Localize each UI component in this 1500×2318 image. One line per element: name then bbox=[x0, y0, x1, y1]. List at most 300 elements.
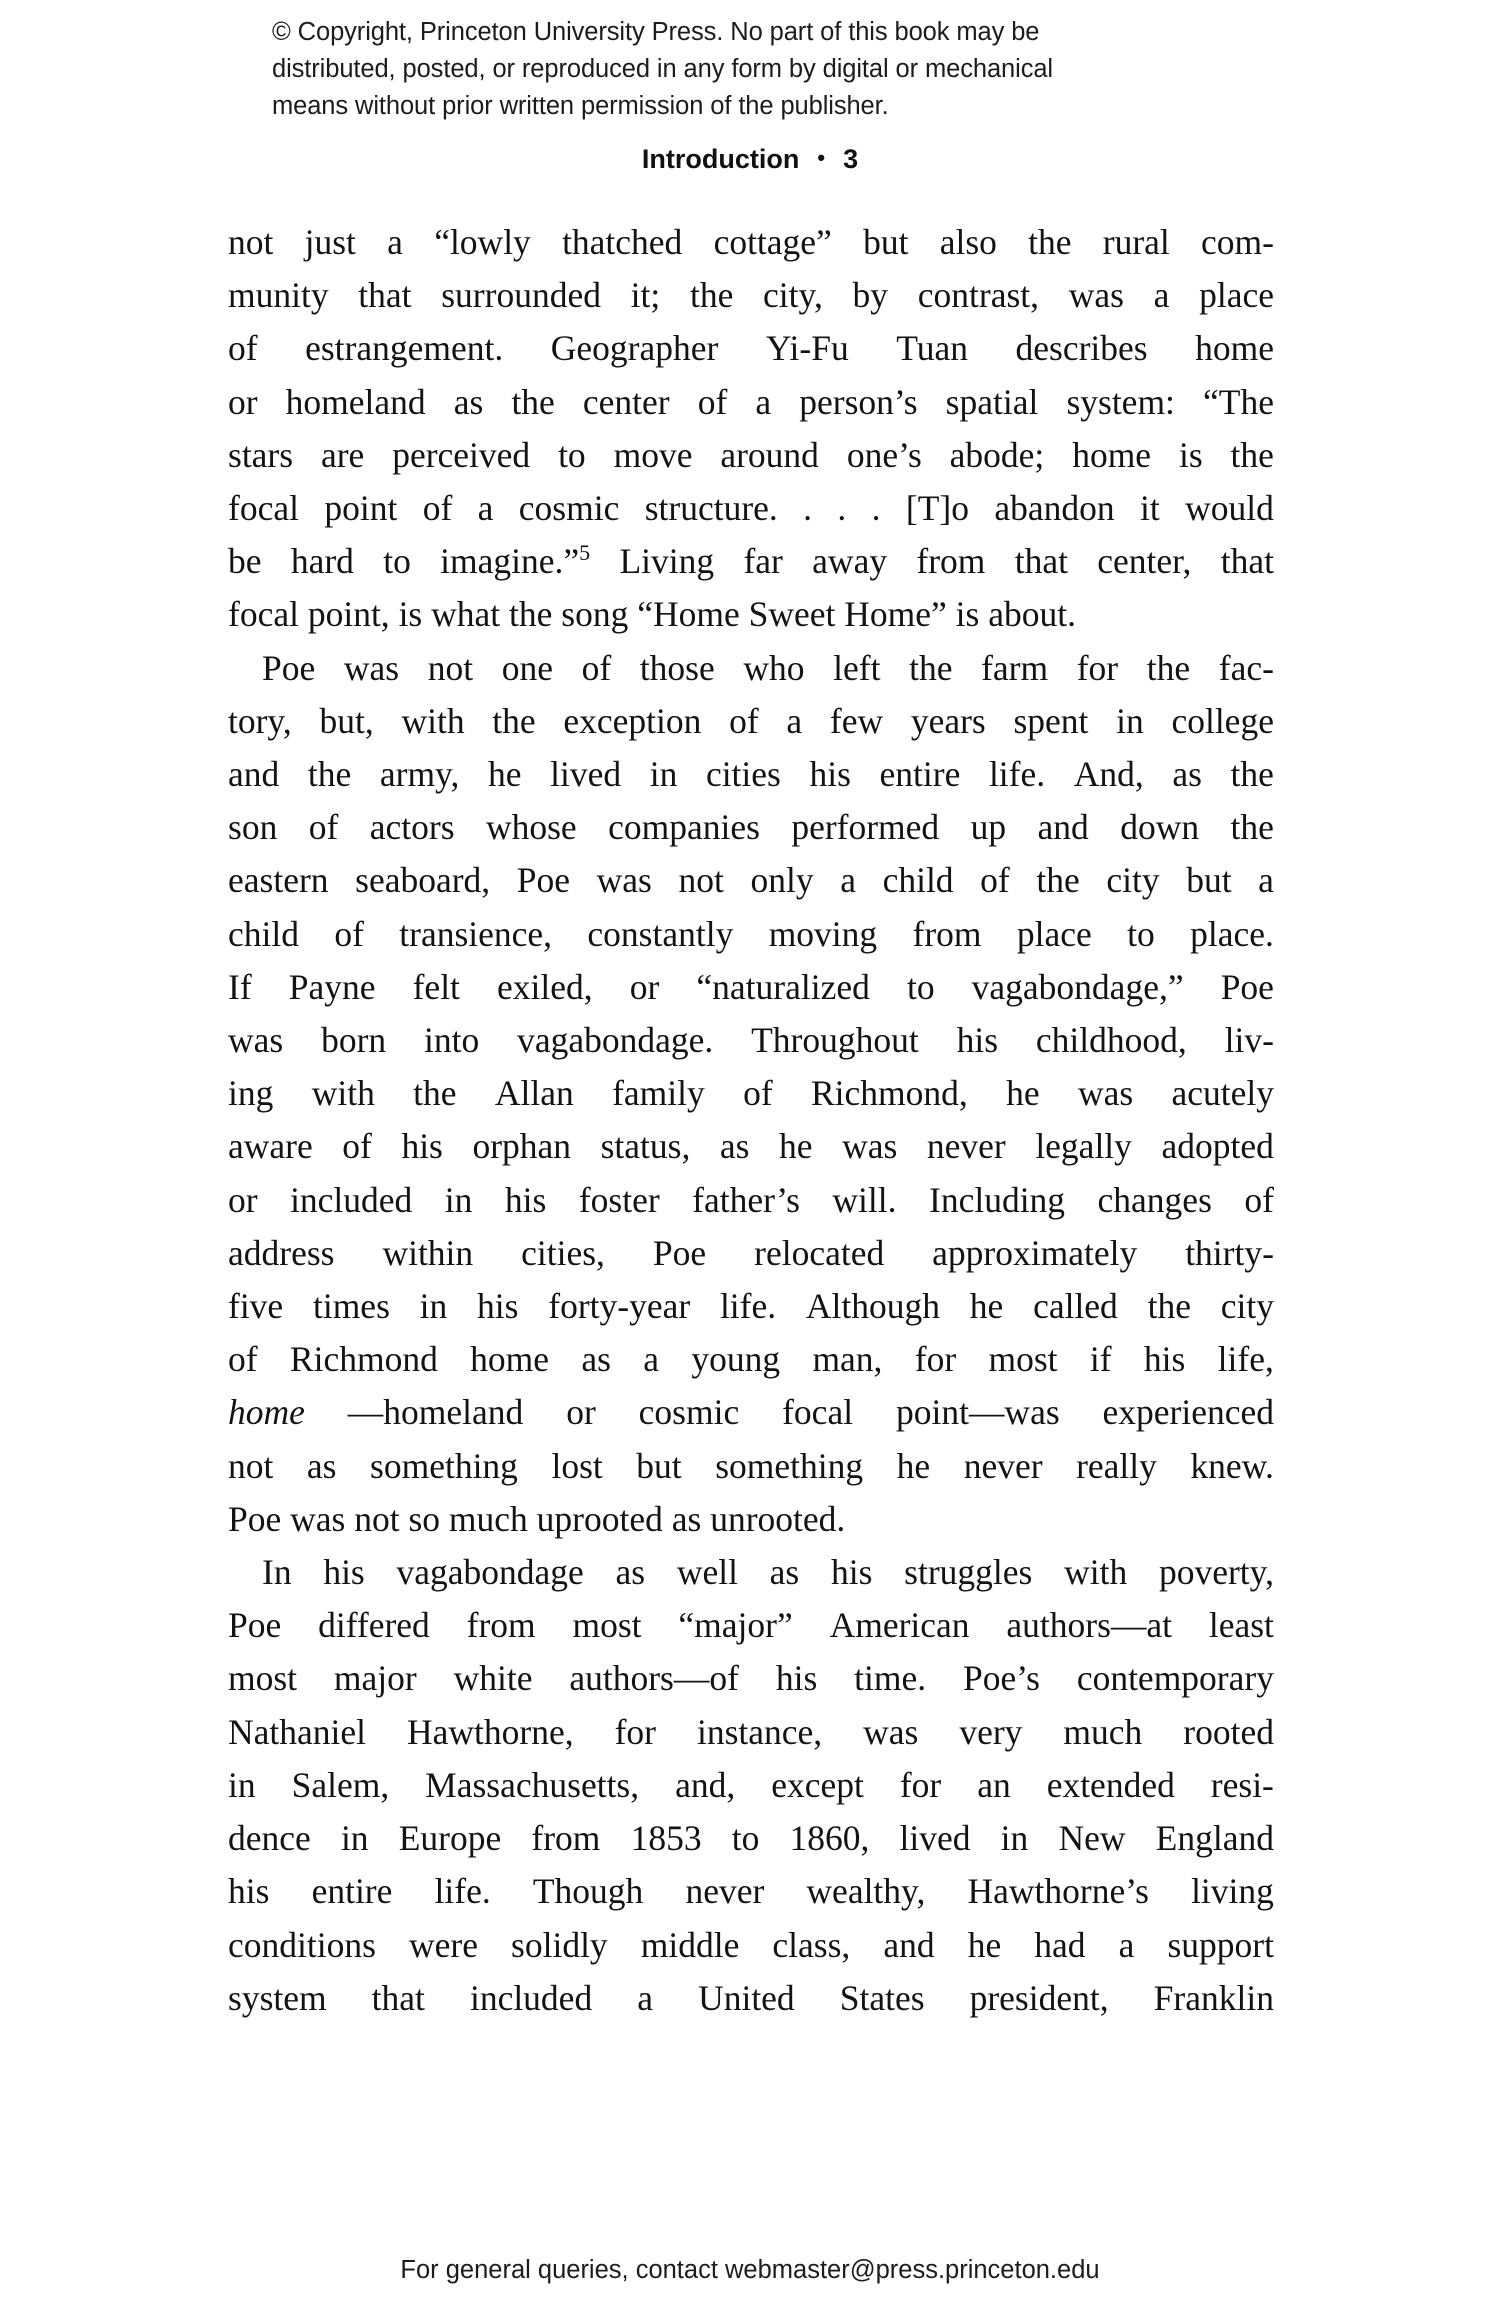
word: fac- bbox=[1218, 647, 1274, 688]
word: Poe bbox=[228, 1605, 282, 1646]
word: just bbox=[304, 222, 356, 262]
word: a bbox=[643, 1339, 660, 1380]
word: vagabondage,” bbox=[971, 966, 1184, 1007]
word: not bbox=[427, 647, 474, 688]
text-line bbox=[228, 322, 1274, 375]
word: “major” bbox=[678, 1605, 793, 1646]
word: in bbox=[340, 1818, 369, 1859]
text-line bbox=[228, 1865, 1274, 1918]
word: with bbox=[1064, 1552, 1128, 1593]
word: person’s bbox=[799, 381, 918, 422]
word: in bbox=[1116, 700, 1144, 741]
word: into bbox=[424, 1020, 480, 1061]
word: by bbox=[852, 275, 889, 316]
word: New bbox=[1058, 1818, 1126, 1859]
word: from bbox=[916, 541, 986, 582]
running-head-separator-bullet: • bbox=[817, 145, 826, 170]
word: Hawthorne’s bbox=[967, 1871, 1149, 1912]
word: “Home bbox=[637, 594, 740, 635]
word: imagine.”$^5$ bbox=[440, 540, 591, 582]
word: song bbox=[561, 594, 629, 635]
text-line bbox=[228, 1812, 1274, 1865]
word: an bbox=[977, 1764, 1011, 1805]
text-line bbox=[228, 1919, 1274, 1972]
word: . bbox=[871, 488, 881, 529]
word: was bbox=[596, 860, 652, 901]
paragraph bbox=[228, 1546, 1274, 2025]
word: of bbox=[334, 913, 364, 954]
word: cities, bbox=[521, 1232, 605, 1273]
word: the bbox=[1230, 754, 1274, 795]
word: If bbox=[228, 966, 252, 1007]
word: Tuan bbox=[896, 328, 968, 369]
text-line bbox=[228, 1546, 1274, 1599]
text-line bbox=[228, 1706, 1274, 1759]
copyright-line: distributed, posted, or reproduced in any form by digital or mechanical bbox=[272, 55, 1053, 83]
word: Though bbox=[532, 1871, 644, 1912]
word: or bbox=[566, 1392, 596, 1433]
word: Poe’s bbox=[963, 1658, 1040, 1699]
word: city bbox=[1220, 1286, 1274, 1327]
word: lived bbox=[899, 1818, 971, 1859]
text-line bbox=[228, 376, 1274, 429]
word: poverty, bbox=[1158, 1552, 1274, 1593]
word: major bbox=[333, 1658, 417, 1699]
copyright-line: © Copyright, Princeton University Press. No part of this book may be bbox=[272, 18, 1040, 46]
text-line bbox=[228, 1386, 1274, 1439]
word: center, bbox=[1097, 541, 1192, 582]
word: who bbox=[743, 647, 805, 688]
word: were bbox=[408, 1924, 478, 1965]
word: only bbox=[750, 860, 814, 901]
word: of bbox=[342, 1126, 372, 1167]
word: felt bbox=[412, 966, 460, 1007]
word: a bbox=[1118, 1924, 1135, 1965]
text-line bbox=[228, 1227, 1274, 1280]
word: his bbox=[477, 1286, 519, 1327]
word: as bbox=[1172, 754, 1202, 795]
text-line bbox=[228, 961, 1274, 1014]
word: in bbox=[419, 1286, 448, 1327]
word: but bbox=[1186, 860, 1232, 901]
word: he bbox=[967, 1924, 1002, 1965]
text-line bbox=[228, 1014, 1274, 1067]
word: child bbox=[228, 913, 299, 954]
word: Poe bbox=[1220, 966, 1274, 1007]
word: a bbox=[1258, 860, 1274, 901]
word: the bbox=[307, 754, 352, 795]
word: years bbox=[910, 700, 986, 741]
word: most bbox=[988, 1339, 1058, 1380]
word: spent bbox=[1013, 700, 1089, 741]
word: really bbox=[1076, 1445, 1157, 1486]
word: life. bbox=[988, 754, 1046, 795]
word: vagabondage. bbox=[517, 1020, 714, 1061]
word: to bbox=[558, 434, 586, 475]
word: a bbox=[1153, 275, 1170, 316]
word: system: bbox=[1066, 381, 1175, 422]
word: of bbox=[729, 700, 759, 741]
word: times bbox=[312, 1286, 390, 1327]
word: he bbox=[779, 1126, 813, 1167]
text-line bbox=[228, 1280, 1274, 1333]
word: abandon bbox=[994, 488, 1115, 529]
word: he bbox=[969, 1286, 1004, 1327]
word: legally bbox=[1035, 1126, 1132, 1167]
word: a bbox=[637, 1977, 654, 2018]
text-line bbox=[228, 854, 1274, 907]
word: that bbox=[371, 1977, 425, 2018]
word: class, bbox=[772, 1924, 851, 1965]
word: not bbox=[228, 1445, 274, 1486]
word: focal bbox=[228, 488, 299, 529]
word: his bbox=[323, 1552, 365, 1593]
word: companies bbox=[608, 807, 760, 848]
word: move bbox=[613, 434, 693, 475]
word: not bbox=[354, 1498, 400, 1539]
word: his bbox=[1143, 1339, 1186, 1380]
word: within bbox=[382, 1232, 474, 1273]
word: American bbox=[829, 1605, 970, 1646]
word: one bbox=[501, 647, 553, 688]
word: much bbox=[1063, 1711, 1143, 1752]
word: would bbox=[1185, 488, 1274, 529]
word: as bbox=[306, 1445, 337, 1486]
word: his bbox=[809, 754, 851, 795]
word: farm bbox=[981, 647, 1049, 688]
word: actors bbox=[369, 807, 455, 848]
word: exception bbox=[563, 700, 702, 741]
word: And, bbox=[1073, 754, 1144, 795]
word: much bbox=[448, 1498, 528, 1539]
word: Yi-Fu bbox=[765, 328, 849, 369]
word: home bbox=[1072, 434, 1152, 475]
word: acutely bbox=[1171, 1073, 1274, 1114]
word: lost bbox=[551, 1445, 603, 1486]
text-line bbox=[228, 588, 1274, 641]
word: Richmond bbox=[289, 1339, 438, 1380]
word: cosmic bbox=[638, 1392, 740, 1433]
word: lived bbox=[550, 754, 622, 795]
word: . bbox=[803, 488, 813, 529]
word: liv- bbox=[1224, 1020, 1274, 1061]
word: Hawthorne, bbox=[406, 1711, 574, 1752]
word: will. bbox=[832, 1179, 897, 1220]
word: Salem, bbox=[291, 1764, 390, 1805]
word: he bbox=[487, 754, 522, 795]
word: most bbox=[572, 1605, 642, 1646]
word: as bbox=[769, 1552, 800, 1593]
word: tory, bbox=[228, 700, 292, 741]
word: the bbox=[1036, 860, 1080, 901]
word: Massachusetts, bbox=[425, 1764, 640, 1805]
word: solidly bbox=[511, 1924, 608, 1965]
word: in bbox=[1000, 1818, 1029, 1859]
word: Franklin bbox=[1153, 1977, 1274, 2018]
word: as bbox=[581, 1339, 611, 1380]
word: Richmond, bbox=[810, 1073, 968, 1114]
paragraph bbox=[228, 216, 1274, 642]
word: his bbox=[504, 1179, 547, 1220]
word: president, bbox=[969, 1977, 1109, 2018]
word: States bbox=[839, 1977, 925, 2018]
body-text-block bbox=[228, 216, 1274, 2025]
word: “lowly bbox=[434, 222, 531, 262]
text-line bbox=[228, 801, 1274, 854]
word: the bbox=[413, 1073, 457, 1114]
word: as bbox=[719, 1126, 750, 1167]
word: time. bbox=[854, 1658, 927, 1699]
word: point, bbox=[307, 594, 390, 635]
word: focal bbox=[228, 594, 299, 635]
word: his bbox=[401, 1126, 443, 1167]
word: for bbox=[914, 1339, 957, 1380]
word: place. bbox=[1190, 913, 1274, 954]
word: something bbox=[370, 1445, 518, 1486]
word: Throughout bbox=[751, 1020, 919, 1061]
word: place bbox=[1199, 275, 1274, 316]
word: thirty- bbox=[1185, 1232, 1274, 1273]
word: was bbox=[863, 1711, 919, 1752]
word: with bbox=[401, 700, 465, 741]
word: whose bbox=[485, 807, 577, 848]
word: “naturalized bbox=[696, 966, 870, 1007]
word: never bbox=[963, 1445, 1043, 1486]
word: Home” bbox=[844, 594, 947, 635]
word: stars bbox=[228, 434, 294, 475]
text-line bbox=[228, 1972, 1274, 2025]
text-line bbox=[228, 535, 1274, 588]
word: the bbox=[1028, 222, 1072, 262]
word: “The bbox=[1203, 381, 1274, 422]
word: but bbox=[636, 1445, 682, 1486]
word: childhood, bbox=[1035, 1020, 1187, 1061]
word: five bbox=[228, 1286, 284, 1327]
word: to bbox=[906, 966, 935, 1007]
word: was bbox=[290, 1498, 346, 1539]
word: Geographer bbox=[550, 328, 719, 369]
word: forty-year bbox=[548, 1286, 691, 1327]
word: Europe bbox=[398, 1818, 502, 1859]
word: life, bbox=[1217, 1339, 1274, 1380]
word: moving bbox=[768, 913, 878, 954]
word: city, bbox=[763, 275, 823, 316]
word: of bbox=[697, 381, 728, 422]
word: but bbox=[863, 222, 909, 262]
word: was bbox=[228, 1020, 284, 1061]
word: changes bbox=[1097, 1179, 1212, 1220]
copyright-notice bbox=[272, 14, 1192, 125]
word: of bbox=[422, 488, 453, 529]
text-line bbox=[228, 1333, 1274, 1386]
word: perceived bbox=[392, 434, 531, 475]
word: child bbox=[882, 860, 954, 901]
word: it bbox=[1140, 488, 1160, 529]
word: relocated bbox=[754, 1232, 885, 1273]
word: is bbox=[398, 594, 423, 635]
word: performed bbox=[791, 807, 940, 848]
text-line bbox=[228, 1067, 1274, 1120]
word: down bbox=[1120, 807, 1200, 848]
word: included bbox=[290, 1179, 413, 1220]
word: army, bbox=[379, 754, 460, 795]
word: the bbox=[689, 275, 734, 316]
word: or bbox=[629, 966, 660, 1007]
word: unrooted. bbox=[710, 1498, 846, 1539]
word: the bbox=[492, 700, 536, 741]
word: —homeland bbox=[347, 1392, 524, 1433]
word: that bbox=[1220, 541, 1274, 582]
word: left bbox=[833, 647, 881, 688]
word: very bbox=[959, 1711, 1023, 1752]
text-line bbox=[228, 429, 1274, 482]
word: most bbox=[228, 1658, 298, 1699]
word: support bbox=[1167, 1924, 1274, 1965]
word: struggles bbox=[904, 1552, 1033, 1593]
word: his bbox=[228, 1871, 270, 1912]
text-line bbox=[228, 1440, 1274, 1493]
word: of bbox=[1244, 1179, 1274, 1220]
page-number: 3 bbox=[843, 144, 859, 174]
word: entire bbox=[311, 1871, 393, 1912]
word: about. bbox=[988, 594, 1076, 635]
word bbox=[228, 1386, 305, 1439]
word: adopted bbox=[1161, 1126, 1274, 1167]
word: is bbox=[955, 594, 980, 635]
word: those bbox=[639, 647, 715, 688]
word: away bbox=[812, 541, 888, 582]
word: aware bbox=[228, 1126, 313, 1167]
text-line bbox=[228, 216, 1274, 269]
text-line bbox=[228, 1174, 1274, 1227]
word: a bbox=[840, 860, 856, 901]
word: as bbox=[453, 381, 484, 422]
word: from bbox=[531, 1818, 601, 1859]
word: life. bbox=[719, 1286, 777, 1327]
word: cities bbox=[705, 754, 781, 795]
text-line bbox=[228, 1493, 1274, 1546]
word: his bbox=[830, 1552, 873, 1593]
word: as bbox=[671, 1498, 702, 1539]
word: it; bbox=[630, 275, 661, 316]
word: cottage” bbox=[713, 222, 832, 262]
word: in bbox=[649, 754, 678, 795]
word: system bbox=[228, 1977, 327, 2018]
running-head bbox=[0, 144, 1500, 175]
word: place bbox=[1016, 913, 1092, 954]
word: England bbox=[1155, 1818, 1274, 1859]
word: com- bbox=[1201, 222, 1274, 262]
word: father’s bbox=[692, 1179, 800, 1220]
word: . bbox=[837, 488, 847, 529]
word: young bbox=[691, 1339, 781, 1380]
word: authors—of bbox=[569, 1658, 739, 1699]
word: a bbox=[786, 700, 803, 741]
word: to bbox=[383, 541, 411, 582]
word: the bbox=[1146, 647, 1191, 688]
word: home bbox=[1195, 328, 1274, 369]
word: Poe bbox=[262, 647, 316, 688]
word: also bbox=[939, 222, 997, 262]
word: the bbox=[1230, 434, 1274, 475]
italic-word: home bbox=[228, 1392, 305, 1433]
word: he bbox=[1006, 1073, 1040, 1114]
word: describes bbox=[1015, 328, 1148, 369]
word: be bbox=[228, 541, 262, 582]
word: Poe bbox=[228, 1498, 282, 1539]
word: exiled, bbox=[497, 966, 593, 1007]
word: extended bbox=[1046, 1764, 1175, 1805]
word: well bbox=[676, 1552, 738, 1593]
word: surrounded bbox=[441, 275, 601, 316]
word: Poe bbox=[652, 1232, 707, 1273]
word: status, bbox=[600, 1126, 691, 1167]
word: Allan bbox=[494, 1073, 574, 1114]
word: abode; bbox=[949, 434, 1045, 475]
word: of bbox=[581, 647, 612, 688]
word: up bbox=[970, 807, 1007, 848]
footer-queries-notice: For general queries, contact webmaster@press.princeton.edu bbox=[400, 2256, 1100, 2284]
word: man, bbox=[812, 1339, 883, 1380]
word: the bbox=[909, 647, 953, 688]
word: college bbox=[1171, 700, 1274, 741]
text-line bbox=[228, 1652, 1274, 1705]
word: conditions bbox=[228, 1924, 376, 1965]
word: or bbox=[228, 1179, 258, 1220]
word: authors—at bbox=[1006, 1605, 1173, 1646]
word: in bbox=[444, 1179, 473, 1220]
word: wealthy, bbox=[806, 1871, 926, 1912]
word: rural bbox=[1102, 222, 1170, 262]
word: so bbox=[408, 1498, 441, 1539]
word: for bbox=[1076, 647, 1119, 688]
word: was bbox=[1068, 275, 1124, 316]
word: his bbox=[956, 1020, 999, 1061]
text-line bbox=[228, 748, 1274, 801]
word: but, bbox=[319, 700, 374, 741]
word: middle bbox=[640, 1924, 740, 1965]
word: few bbox=[829, 700, 884, 741]
word: what bbox=[431, 594, 501, 635]
text-line bbox=[228, 269, 1274, 322]
word: except bbox=[771, 1764, 864, 1805]
word: to bbox=[731, 1818, 760, 1859]
word: experienced bbox=[1102, 1392, 1274, 1433]
word: far bbox=[743, 541, 783, 582]
word: of bbox=[228, 328, 258, 369]
text-line bbox=[228, 1120, 1274, 1173]
word: structure. bbox=[644, 488, 778, 529]
word: vagabondage bbox=[396, 1552, 584, 1593]
copyright-line: means without prior written permission of the publisher. bbox=[272, 92, 889, 120]
word: Including bbox=[929, 1179, 1066, 1220]
word: to bbox=[1127, 913, 1155, 954]
text-line bbox=[228, 642, 1274, 695]
word: Poe bbox=[516, 860, 571, 901]
word: called bbox=[1033, 1286, 1118, 1327]
word: one’s bbox=[846, 434, 922, 475]
word: never bbox=[926, 1126, 1006, 1167]
word: something bbox=[715, 1445, 864, 1486]
word: as bbox=[615, 1552, 646, 1593]
word: are bbox=[320, 434, 365, 475]
word: never bbox=[685, 1871, 765, 1912]
word: of bbox=[308, 807, 339, 848]
word: estrangement. bbox=[305, 328, 504, 369]
word: a bbox=[387, 222, 403, 262]
word: United bbox=[698, 1977, 795, 2018]
word: family bbox=[612, 1073, 705, 1114]
